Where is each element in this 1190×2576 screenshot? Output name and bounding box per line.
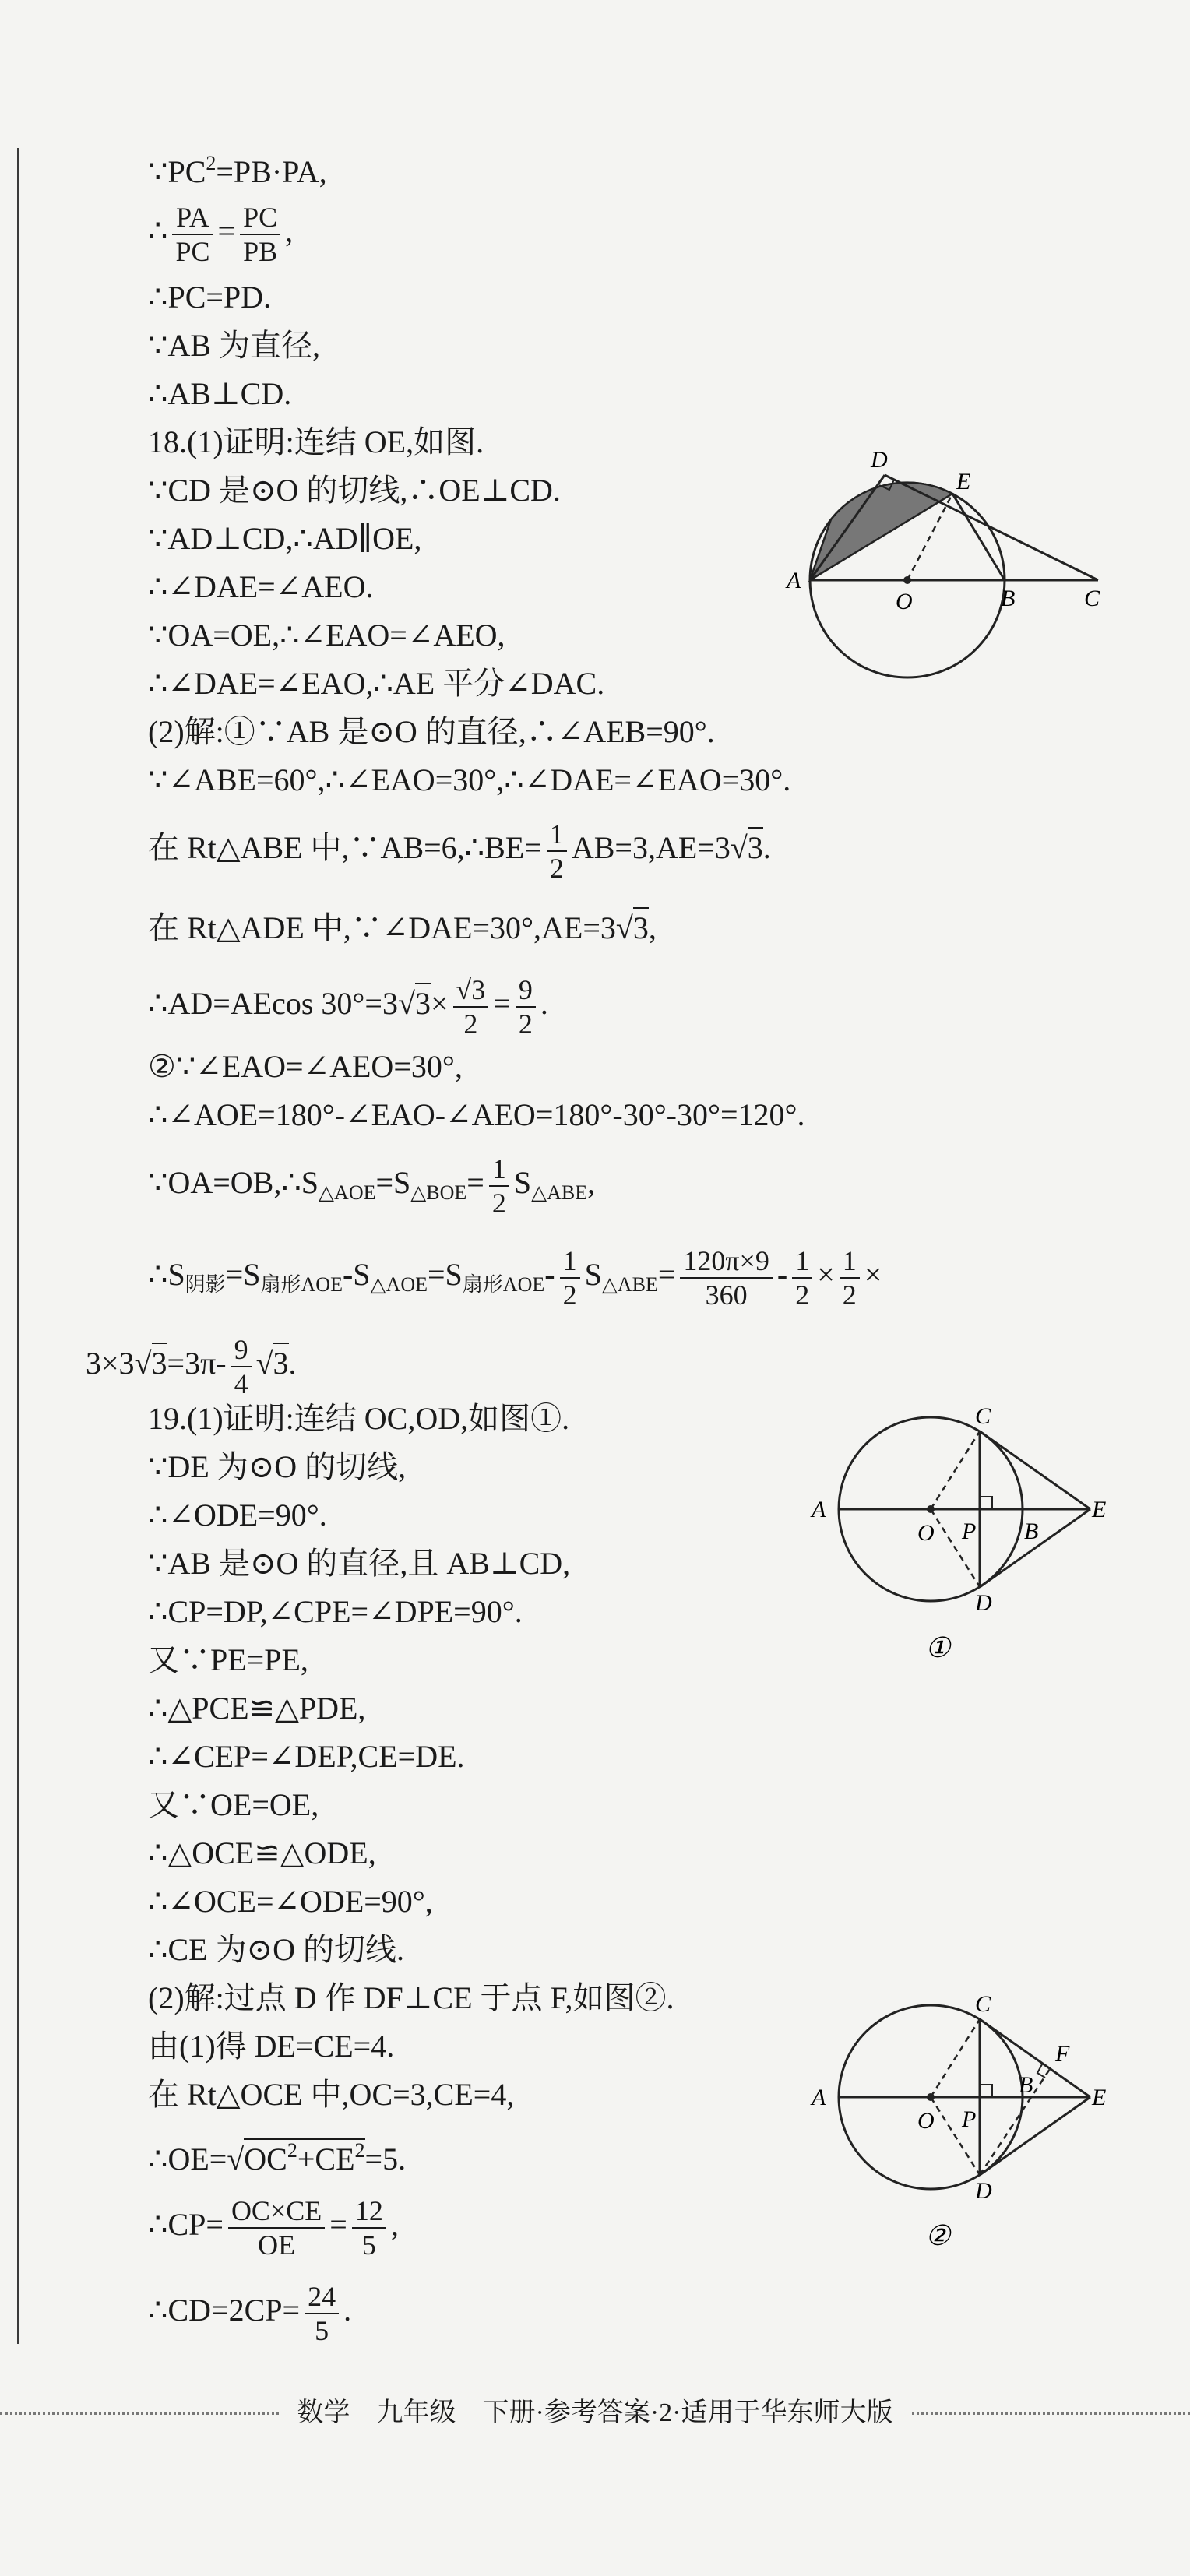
fig18-label-a: A xyxy=(787,568,801,593)
line-11: ∴∠DAE=∠EAO,∴AE 平分∠DAC. xyxy=(148,666,605,701)
line-14: 在 Rt△ABE 中,∵AB=6,∴BE= $\frac{1}{2}$ AB=3,AE=3√3. xyxy=(148,818,771,884)
fig19a-label-e: E xyxy=(1092,1497,1107,1522)
fig19a-label-o: O xyxy=(917,1520,935,1546)
fig18-label-c: C xyxy=(1084,586,1100,611)
line-18: ∴∠AOE=180°-∠EAO-∠AEO=180°-30°-30°=120°. xyxy=(148,1097,805,1132)
line-6: 18.(1)证明:连结 OE,如图. xyxy=(148,424,484,459)
fig19b-label-b: B xyxy=(1019,2072,1033,2098)
line-12: (2)解:①∵AB 是⊙O 的直径,∴∠AEB=90°. xyxy=(148,714,715,749)
line-9: ∴∠DAE=∠AEO. xyxy=(148,569,374,604)
fig18-label-o: O xyxy=(896,589,913,614)
line-30: 又∵OE=OE, xyxy=(148,1787,319,1822)
fig19b-label-o: O xyxy=(917,2108,935,2134)
footer-text: 数学 九年级 下册·参考答案·2·适用于华东师大版 xyxy=(280,2398,910,2427)
fig19b-label-f: F xyxy=(1055,2041,1070,2067)
line-10: ∵OA=OE,∴∠EAO=∠AEO, xyxy=(148,618,505,653)
line-13: ∵∠ABE=60°,∴∠EAO=30°,∴∠DAE=∠EAO=30°. xyxy=(148,762,791,797)
line-22: 19.(1)证明:连结 OC,OD,如图①. xyxy=(148,1401,570,1436)
fig19a-label-p: P xyxy=(962,1519,977,1544)
fig19b-label-d: D xyxy=(975,2178,992,2204)
line-8: ∵AD⊥CD,∴AD∥OE, xyxy=(148,521,422,556)
left-margin-line xyxy=(17,148,19,2344)
fig19b-label-a: A xyxy=(812,2085,826,2110)
line-23: ∵DE 为⊙O 的切线, xyxy=(148,1449,407,1484)
figure-19-1 xyxy=(802,1394,1129,1682)
fig19b-caption: ② xyxy=(925,2220,951,2251)
figure-18 xyxy=(771,413,1114,693)
line-36: 在 Rt△OCE 中,OC=3,CE=4, xyxy=(148,2077,515,2112)
line-5: ∴AB⊥CD. xyxy=(148,376,292,411)
line-24: ∴∠ODE=90°. xyxy=(148,1497,327,1533)
line-1: $\because PC^2=PB\cdot PA$, xyxy=(148,152,327,189)
line-21: 3×3√3=3π- $\frac{9}{4}$ √3. xyxy=(86,1334,297,1399)
fig19a-caption: ① xyxy=(925,1632,951,1663)
line-35: 由(1)得 DE=CE=4. xyxy=(148,2029,395,2064)
line-39: ∴CD=2CP= $\frac{24}{5}$ . xyxy=(148,2281,352,2346)
line-20: $\therefore S_{阴影}=S_{扇形AOE}-S_{\triangle AOE}=S_{扇形AOE}-$ $\frac{1}{2}$ $S_{\triangle ABE}=$ $\frac{120\pi\times 9}{360}$ - $\frac{1}{2}$ × $\frac{1}{2}$ × xyxy=(148,1245,882,1311)
fig19a-label-b: B xyxy=(1024,1519,1039,1544)
line-16: ∴AD=AEcos 30°=3√3× $\frac{√3}{2}$ = $\frac{9}{2}$ . xyxy=(148,974,548,1040)
line-25: ∵AB 是⊙O 的直径,且 AB⊥CD, xyxy=(148,1546,571,1581)
line-38: ∴CP= $\frac{OC\times CE}{OE}$ = $\frac{12}{5}$ , xyxy=(148,2195,399,2261)
line-2: ∴ $\frac{PA}{PC}$ = $\frac{PC}{PB}$ , xyxy=(148,202,294,267)
line-28: ∴△PCE≌△PDE, xyxy=(148,1691,366,1726)
fig19b-label-e: E xyxy=(1092,2085,1107,2110)
line-17: ②∵∠EAO=∠AEO=30°, xyxy=(148,1049,463,1084)
page-footer xyxy=(0,2395,1190,2432)
line-32: ∴∠OCE=∠ODE=90°, xyxy=(148,1884,433,1919)
fig18-label-b: B xyxy=(1001,586,1016,611)
figure-19-2 xyxy=(802,1982,1129,2270)
fig19a-label-c: C xyxy=(975,1403,991,1429)
line-26: ∴CP=DP,∠CPE=∠DPE=90°. xyxy=(148,1594,523,1629)
fig19a-label-d: D xyxy=(975,1590,992,1616)
fig18-label-d: D xyxy=(871,447,888,473)
line-15: 在 Rt△ADE 中,∵∠DAE=30°,AE=3√3, xyxy=(148,910,657,947)
line-29: ∴∠CEP=∠DEP,CE=DE. xyxy=(148,1739,465,1774)
fig19b-label-p: P xyxy=(962,2106,977,2132)
line-31: ∴△OCE≌△ODE, xyxy=(148,1835,376,1870)
line-37: $\therefore OE=√OC^2+CE^2=5$. xyxy=(148,2139,407,2177)
fig19a-label-a: A xyxy=(812,1497,826,1522)
line-7: ∵CD 是⊙O 的切线,∴OE⊥CD. xyxy=(148,473,561,508)
fig19b-label-c: C xyxy=(975,1991,991,2017)
fig18-label-e: E xyxy=(956,469,971,494)
line-33: ∴CE 为⊙O 的切线. xyxy=(148,1932,404,1967)
line-19: $\because OA=OB,\therefore S_{\triangle AOE}=S_{\triangle BOE}=$ $\frac{1}{2}$ $S_{\triangle ABE}$, xyxy=(148,1153,596,1219)
line-4: ∵AB 为直径, xyxy=(148,328,321,363)
line-34: (2)解:过点 D 作 DF⊥CE 于点 F,如图②. xyxy=(148,1980,674,2015)
line-3: ∴PC=PD. xyxy=(148,280,272,315)
line-27: 又∵PE=PE, xyxy=(148,1642,308,1677)
